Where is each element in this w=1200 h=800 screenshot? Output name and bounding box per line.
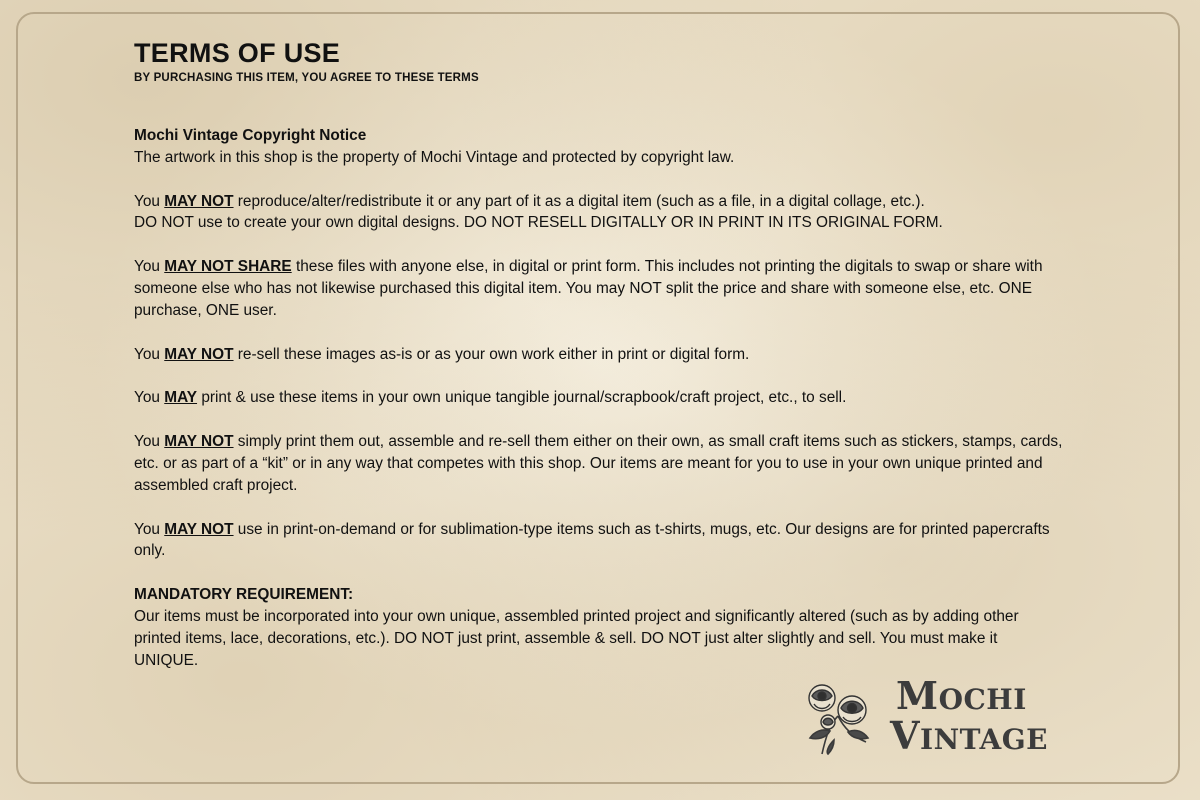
terms-body [134, 125, 1064, 671]
term-emphasis: MAY NOT SHARE [164, 258, 292, 276]
copyright-text: The artwork in this shop is the property of Mochi Vintage and protected by copyright law. [134, 148, 735, 166]
mochi-vintage-logo [800, 673, 1048, 758]
logo-wordmark [890, 673, 1048, 758]
term-no-resell [134, 344, 1064, 366]
term-prefix: You [134, 258, 165, 276]
term-prefix: You [134, 345, 165, 363]
terms-content [134, 38, 1064, 671]
term-text-line2: DO NOT use to create your own digital designs. DO NOT RESELL DIGITALLY OR IN PRINT IN ITS ORIGINAL FORM. [134, 214, 943, 232]
term-text: re-sell these images as-is or as your own work either in print or digital form. [233, 345, 750, 363]
mandatory-requirement [134, 584, 1064, 671]
term-no-pod [134, 519, 1064, 563]
mandatory-text: Our items must be incorporated into your own unique, assembled printed project and significantly altered (such as by adding other printed items, lace, decorations, etc.). DO NOT just print, assemble & sell. DO NOT just alter slightly and sell. You must make it UNIQUE. [134, 607, 1019, 669]
term-emphasis: MAY NOT [164, 192, 234, 210]
term-prefix: You [134, 520, 165, 538]
term-prefix: You [134, 389, 165, 407]
term-emphasis: MAY NOT [164, 520, 234, 538]
page-subtitle: BY PURCHASING THIS ITEM, YOU AGREE TO THESE TERMS [134, 72, 479, 84]
logo-line1: MOCHI [896, 673, 1027, 718]
page-title: TERMS OF USE [134, 38, 341, 68]
term-no-share [134, 256, 1064, 321]
peony-flowers-icon [800, 676, 880, 756]
term-no-simple-resell [134, 431, 1064, 496]
term-emphasis: MAY NOT [164, 345, 234, 363]
copyright-heading: Mochi Vintage Copyright Notice [134, 127, 367, 144]
term-text: reproduce/alter/redistribute it or any part of it as a digital item (such as a file, in a digital collage, etc.). [233, 192, 925, 210]
term-text: simply print them out, assemble and re-sell them either on their own, as small craft items such as stickers, stamps, cards, etc. or as part of a “kit” or in any way that competes with this shop. Our items are meant for you to use in your own unique printed and assembled craft project. [134, 433, 1063, 494]
term-may-print [134, 387, 1064, 409]
term-emphasis: MAY [164, 389, 198, 407]
term-emphasis: MAY NOT [164, 433, 234, 451]
copyright-notice [134, 125, 1064, 169]
term-text: use in print-on-demand or for sublimation-type items such as t-shirts, mugs, etc. Our designs are for printed papercrafts only. [134, 520, 1050, 560]
term-text: these files with anyone else, in digital or print form. This includes not printing the digitals to swap or share with someone else who has not likewise purchased this digital item. You may NOT split the price and share with someone else, etc. ONE purchase, ONE user. [134, 258, 1043, 319]
logo-line2: VINTAGE [890, 713, 1048, 758]
term-prefix: You [134, 192, 165, 210]
term-no-reproduce [134, 191, 1064, 235]
mandatory-heading: MANDATORY REQUIREMENT: [134, 586, 354, 604]
term-text: print & use these items in your own unique tangible journal/scrapbook/craft project, etc., to sell. [197, 389, 847, 407]
term-prefix: You [134, 433, 165, 451]
